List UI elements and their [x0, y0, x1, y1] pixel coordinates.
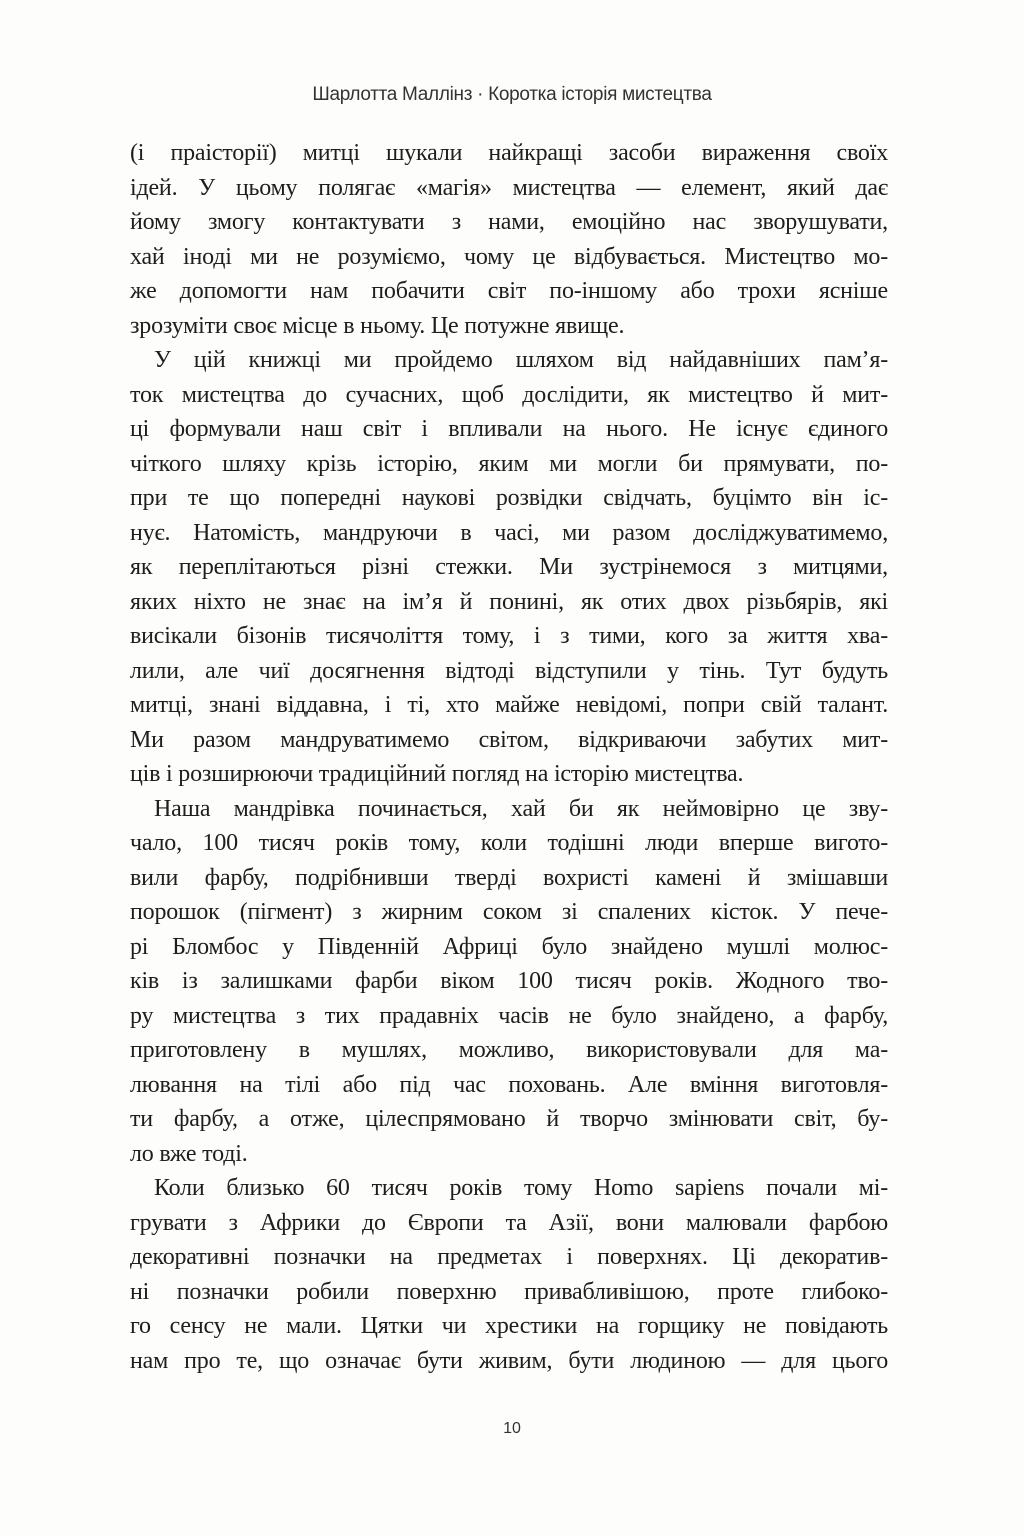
text-line: ці формували наш світ і впливали на нього. Не існує єдиного	[130, 416, 888, 442]
text-line: декоративні позначки на предметах і поверхнях. Ці декоратив-	[130, 1244, 888, 1270]
text-line: лили, але чиї досягнення відтоді відступили у тінь. Тут будуть	[130, 657, 888, 684]
running-header: Шарлотта Маллінз · Коротка історія мистецтва	[312, 84, 712, 105]
text-line: же допомогти нам побачити світ по-іншому або трохи ясніше	[130, 278, 888, 304]
paragraph	[130, 136, 888, 343]
text-line: вили фарбу, подрібнивши тверді вохристі камені й змішавши	[130, 864, 888, 891]
text-line: рі Бломбос у Південній Африці було знайдено мушлі молюс-	[130, 933, 888, 960]
text-line: ти фарбу, а отже, цілеспрямовано й творчо змінювати світ, бу-	[130, 1106, 888, 1132]
text-line: Наша мандрівка починається, хай би як неймовірно це зву-	[154, 795, 888, 822]
text-line: лювання на тілі або під час поховань. Але вміння виготовля-	[130, 1071, 888, 1098]
text-line: ні позначки робили поверхню привабливішою, проте глибоко-	[130, 1278, 888, 1305]
text-line: го сенсу не мали. Цятки чи хрестики на горщику не повідають	[130, 1313, 888, 1339]
text-line: грувати з Африки до Європи та Азії, вони малювали фарбою	[130, 1209, 888, 1236]
text-line: порошок (пігмент) з жирним соком зі спалених кісток. У пече-	[130, 899, 888, 925]
text-line: нує. Натомість, мандруючи в часі, ми разом досліджуватимемо,	[130, 519, 888, 546]
page-number: 10	[503, 1420, 521, 1437]
paragraph	[130, 792, 888, 1172]
text-line: ло вже тоді.	[130, 1140, 248, 1167]
text-line: чіткого шляху крізь історію, яким ми могли би прямувати, по-	[130, 450, 888, 477]
text-line: ру мистецтва з тих прадавніх часів не було знайдено, а фарбу,	[130, 1002, 888, 1029]
text-line: висікали бізонів тисячоліття тому, і з тими, кого за життя хва-	[130, 623, 888, 649]
text-line: митці, знані віддавна, і ті, хто майже невідомі, попри свій талант.	[130, 692, 888, 718]
text-line: У цій книжці ми пройдемо шляхом від найдавніших пам’я-	[154, 347, 888, 373]
paragraph	[130, 1171, 888, 1378]
text-line: нам про те, що означає бути живим, бути людиною — для цього	[130, 1347, 888, 1374]
text-line: ідей. У цьому полягає «магія» мистецтва — елемент, який дає	[130, 174, 888, 201]
text-line: зрозуміти своє місце в ньому. Це потужне явище.	[130, 312, 625, 339]
text-line: при те що попередні наукові розвідки свідчать, буцімто він іс-	[130, 485, 888, 511]
text-line: чало, 100 тисяч років тому, коли тодішні люди вперше вигото-	[130, 830, 888, 856]
body-text	[130, 136, 888, 1378]
paragraph	[130, 343, 888, 792]
text-line: (і праісторії) митці шукали найкращі засоби вираження своїх	[130, 140, 888, 166]
text-line: як переплітаються різні стежки. Ми зустрінемося з митцями,	[130, 554, 888, 580]
text-line: Коли близько 60 тисяч років тому Homo sapiens почали мі-	[154, 1175, 888, 1201]
text-line: хай іноді ми не розуміємо, чому це відбувається. Мистецтво мо-	[130, 243, 888, 270]
text-line: ток мистецтва до сучасних, щоб дослідити, як мистецтво й мит-	[130, 381, 888, 408]
text-line: йому змогу контактувати з нами, емоційно нас зворушувати,	[130, 209, 888, 235]
text-line: приготовлену в мушлях, можливо, використовували для ма-	[130, 1037, 888, 1063]
text-line: ків із залишками фарби віком 100 тисяч років. Жодного тво-	[130, 968, 888, 994]
text-line: Ми разом мандруватимемо світом, відкриваючи забутих мит-	[130, 726, 888, 753]
text-line: ців і розширюючи традиційний погляд на історію мистецтва.	[130, 761, 744, 787]
text-line: яких ніхто не знає на ім’я й понині, як отих двох різьбярів, які	[130, 588, 888, 615]
